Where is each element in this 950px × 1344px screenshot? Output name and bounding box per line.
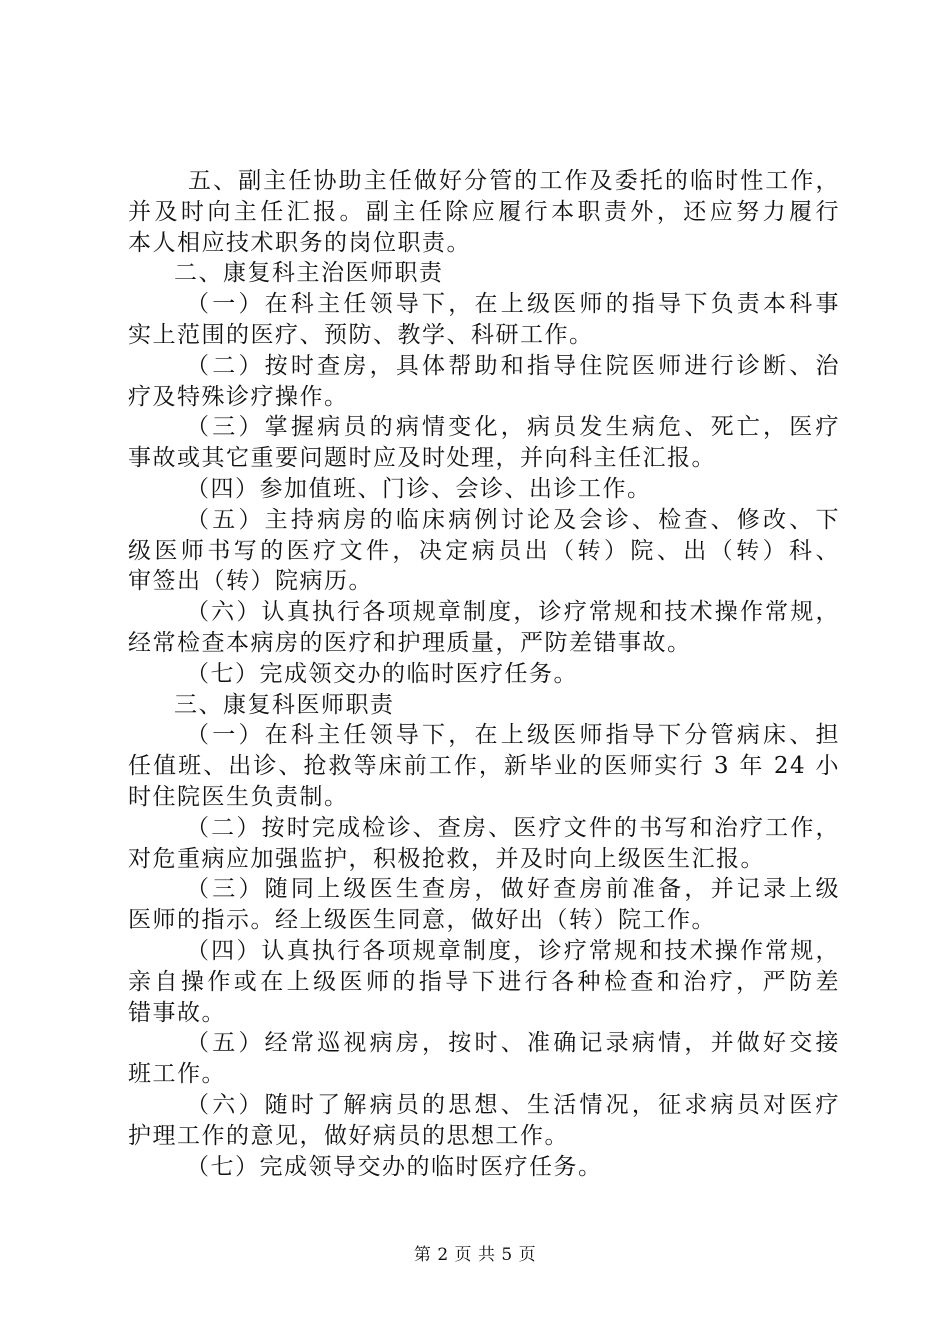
text-line: 疗及特殊诊疗操作。 xyxy=(128,383,349,410)
text-line: 亲自操作或在上级医师的指导下进行各种检查和治疗，严防差 xyxy=(128,968,840,995)
text-line: 实上范围的医疗、预防、教学、科研工作。 xyxy=(128,321,594,348)
text-line: （五）经常巡视病房，按时、准确记录病情，并做好交接 xyxy=(186,1030,840,1057)
text-line: （一）在科主任领导下，在上级医师的指导下负责本科事 xyxy=(186,291,840,318)
text-line: （六）随时了解病员的思想、生活情况，征求病员对医疗 xyxy=(186,1091,840,1118)
text-line: 事故或其它重要问题时应及时处理，并向科主任汇报。 xyxy=(128,445,716,472)
section-heading: 二、康复科主治医师职责 xyxy=(174,260,444,287)
text-line: （三）随同上级医生查房，做好查房前准备，并记录上级 xyxy=(186,876,840,903)
text-line: 护理工作的意见，做好病员的思想工作。 xyxy=(128,1122,569,1149)
text-line: （六）认真执行各项规章制度，诊疗常规和技术操作常规， xyxy=(186,599,840,626)
text-line: 审签出（转）院病历。 xyxy=(128,568,373,595)
text-line: 医师的指示。经上级医生同意，做好出（转）院工作。 xyxy=(128,907,716,934)
text-line: 级医师书写的医疗文件，决定病员出（转）院、出（转）科、 xyxy=(128,537,840,564)
text-line: （四）认真执行各项规章制度，诊疗常规和技术操作常规， xyxy=(186,937,840,964)
text-line: 对危重病应加强监护，积极抢救，并及时向上级医生汇报。 xyxy=(128,845,765,872)
text-line: （五）主持病房的临床病例讨论及会诊、检查、修改、下 xyxy=(186,506,840,533)
text-line: 时住院医生负责制。 xyxy=(128,783,349,810)
text-line: 并及时向主任汇报。副主任除应履行本职责外，还应努力履行 xyxy=(128,198,840,225)
text-line: （七）完成领交办的临时医疗任务。 xyxy=(186,660,578,687)
text-line: 班工作。 xyxy=(128,1061,226,1088)
text-line: 本人相应技术职务的岗位职责。 xyxy=(128,229,471,256)
page-number-footer: 第 2 页 共 5 页 xyxy=(413,1245,537,1265)
text-line: （一）在科主任领导下，在上级医师指导下分管病床、担 xyxy=(186,722,840,749)
text-line: 经常检查本病房的医疗和护理质量，严防差错事故。 xyxy=(128,629,692,656)
text-line: 五、副主任协助主任做好分管的工作及委托的临时性工作， xyxy=(188,168,840,194)
text-line: 错事故。 xyxy=(128,999,226,1026)
text-line: （七）完成领导交办的临时医疗任务。 xyxy=(186,1153,603,1180)
document-body xyxy=(128,166,840,1182)
text-line: （四）参加值班、门诊、会诊、出诊工作。 xyxy=(186,475,652,502)
text-line: （二）按时查房，具体帮助和指导住院医师进行诊断、治 xyxy=(186,352,840,379)
text-line: 任值班、出诊、抢救等床前工作，新毕业的医师实行 3 年 24 小 xyxy=(128,753,840,780)
text-line: （三）掌握病员的病情变化，病员发生病危、死亡，医疗 xyxy=(186,414,840,441)
text-line: （二）按时完成检诊、查房、医疗文件的书写和治疗工作， xyxy=(186,814,840,841)
section-heading: 三、康复科医师职责 xyxy=(174,691,395,718)
